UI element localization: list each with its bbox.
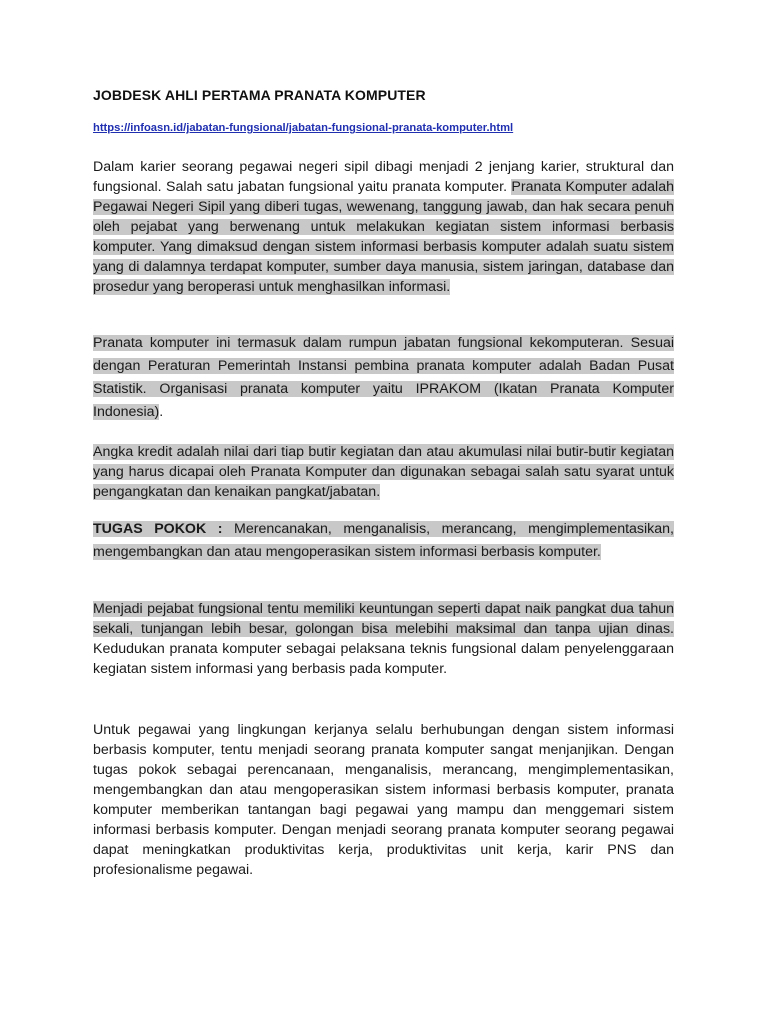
highlight-angka-kredit: Angka kredit adalah nilai dari tiap butir kegiatan dan atau akumulasi nilai butir-butir kegiatan yang harus dicapai oleh Pranata Komputer dan digunakan sebagai salah satu syarat untuk pengangkatan dan kenaikan pangkat/jabatan. [93, 444, 674, 500]
highlight-rumpun: Pranata komputer ini termasuk dalam rumpun jabatan fungsional kekomputeran. Sesuai dengan Peraturan Pemerintah Instansi pembina pranata komputer adalah Badan Pusat Statistik. Organisasi pranata komputer yaitu IPRAKOM (Ikatan Pranata Komputer Indonesia) [93, 335, 674, 420]
paragraph-angka-kredit [93, 442, 674, 502]
paragraph-rumpun-tail: . [159, 404, 164, 420]
paragraph-rumpun [93, 332, 674, 424]
tugas-pokok-label: TUGAS POKOK : [93, 521, 223, 537]
highlight-definisi: Pranata Komputer adalah Pegawai Negeri Sipil yang diberi tugas, wewenang, tanggung jawab, dan hak secara penuh oleh pejabat yang berwenang untuk melakukan kegiatan sistem informasi berbasis komputer. Yang dimaksud dengan sistem informasi berbasis komputer adalah suatu sistem yang di dalamnya terdapat komputer, sumber daya manusia, sistem jaringan, database dan prosedur yang beroperasi untuk menghasilkan informasi. [93, 179, 674, 295]
highlight-keuntungan: Menjadi pejabat fungsional tentu memiliki keuntungan seperti dapat naik pangkat dua tahun sekali, tunjangan lebih besar, golongan bisa melebihi maksimal dan tanpa ujian dinas. [93, 601, 674, 637]
tugas-pokok-highlight-wrap [93, 521, 674, 560]
paragraph-untuk-pegawai [93, 720, 674, 880]
paragraph-untuk-pegawai-text: Untuk pegawai yang lingkungan kerjanya selalu berhubungan dengan sistem informasi berbasis komputer, tentu menjadi seorang pranata komputer sangat menjanjikan. Dengan tugas pokok sebagai perencanaan, menganalisis, merancang, mengimplementasikan, mengembangkan dan atau mengoperasikan sistem informasi berbasis komputer, pranata komputer memberikan tantangan bagi pegawai yang mampu dan menggemari sistem informasi berbasis komputer. Dengan menjadi seorang pranata komputer seorang pegawai dapat meningkatkan produktivitas kerja, produktivitas unit kerja, karir PNS dan profesionalisme pegawai. [93, 722, 674, 878]
tugas-pokok-text: Merencanakan, menganalisis, merancang, mengimplementasikan, mengembangkan dan atau mengoperasikan sistem informasi berbasis komputer. [93, 521, 674, 560]
paragraph-kedudukan: Kedudukan pranata komputer sebagai pelaksana teknis fungsional dalam penyelenggaraan kegiatan sistem informasi yang berbasis pada komputer. [93, 641, 674, 677]
source-link[interactable]: https://infoasn.id/jabatan-fungsional/jabatan-fungsional-pranata-komputer.html [93, 122, 514, 134]
document-title: JOBDESK AHLI PERTAMA PRANATA KOMPUTER [93, 87, 426, 103]
paragraph-keuntungan [93, 599, 674, 679]
paragraph-karier [93, 157, 674, 297]
paragraph-karier-text: Dalam karier seorang pegawai negeri sipil dibagi menjadi 2 jenjang karier, struktural dan fungsional. Salah satu jabatan fungsional yaitu pranata komputer. [93, 159, 674, 195]
paragraph-tugas-pokok [93, 518, 674, 564]
